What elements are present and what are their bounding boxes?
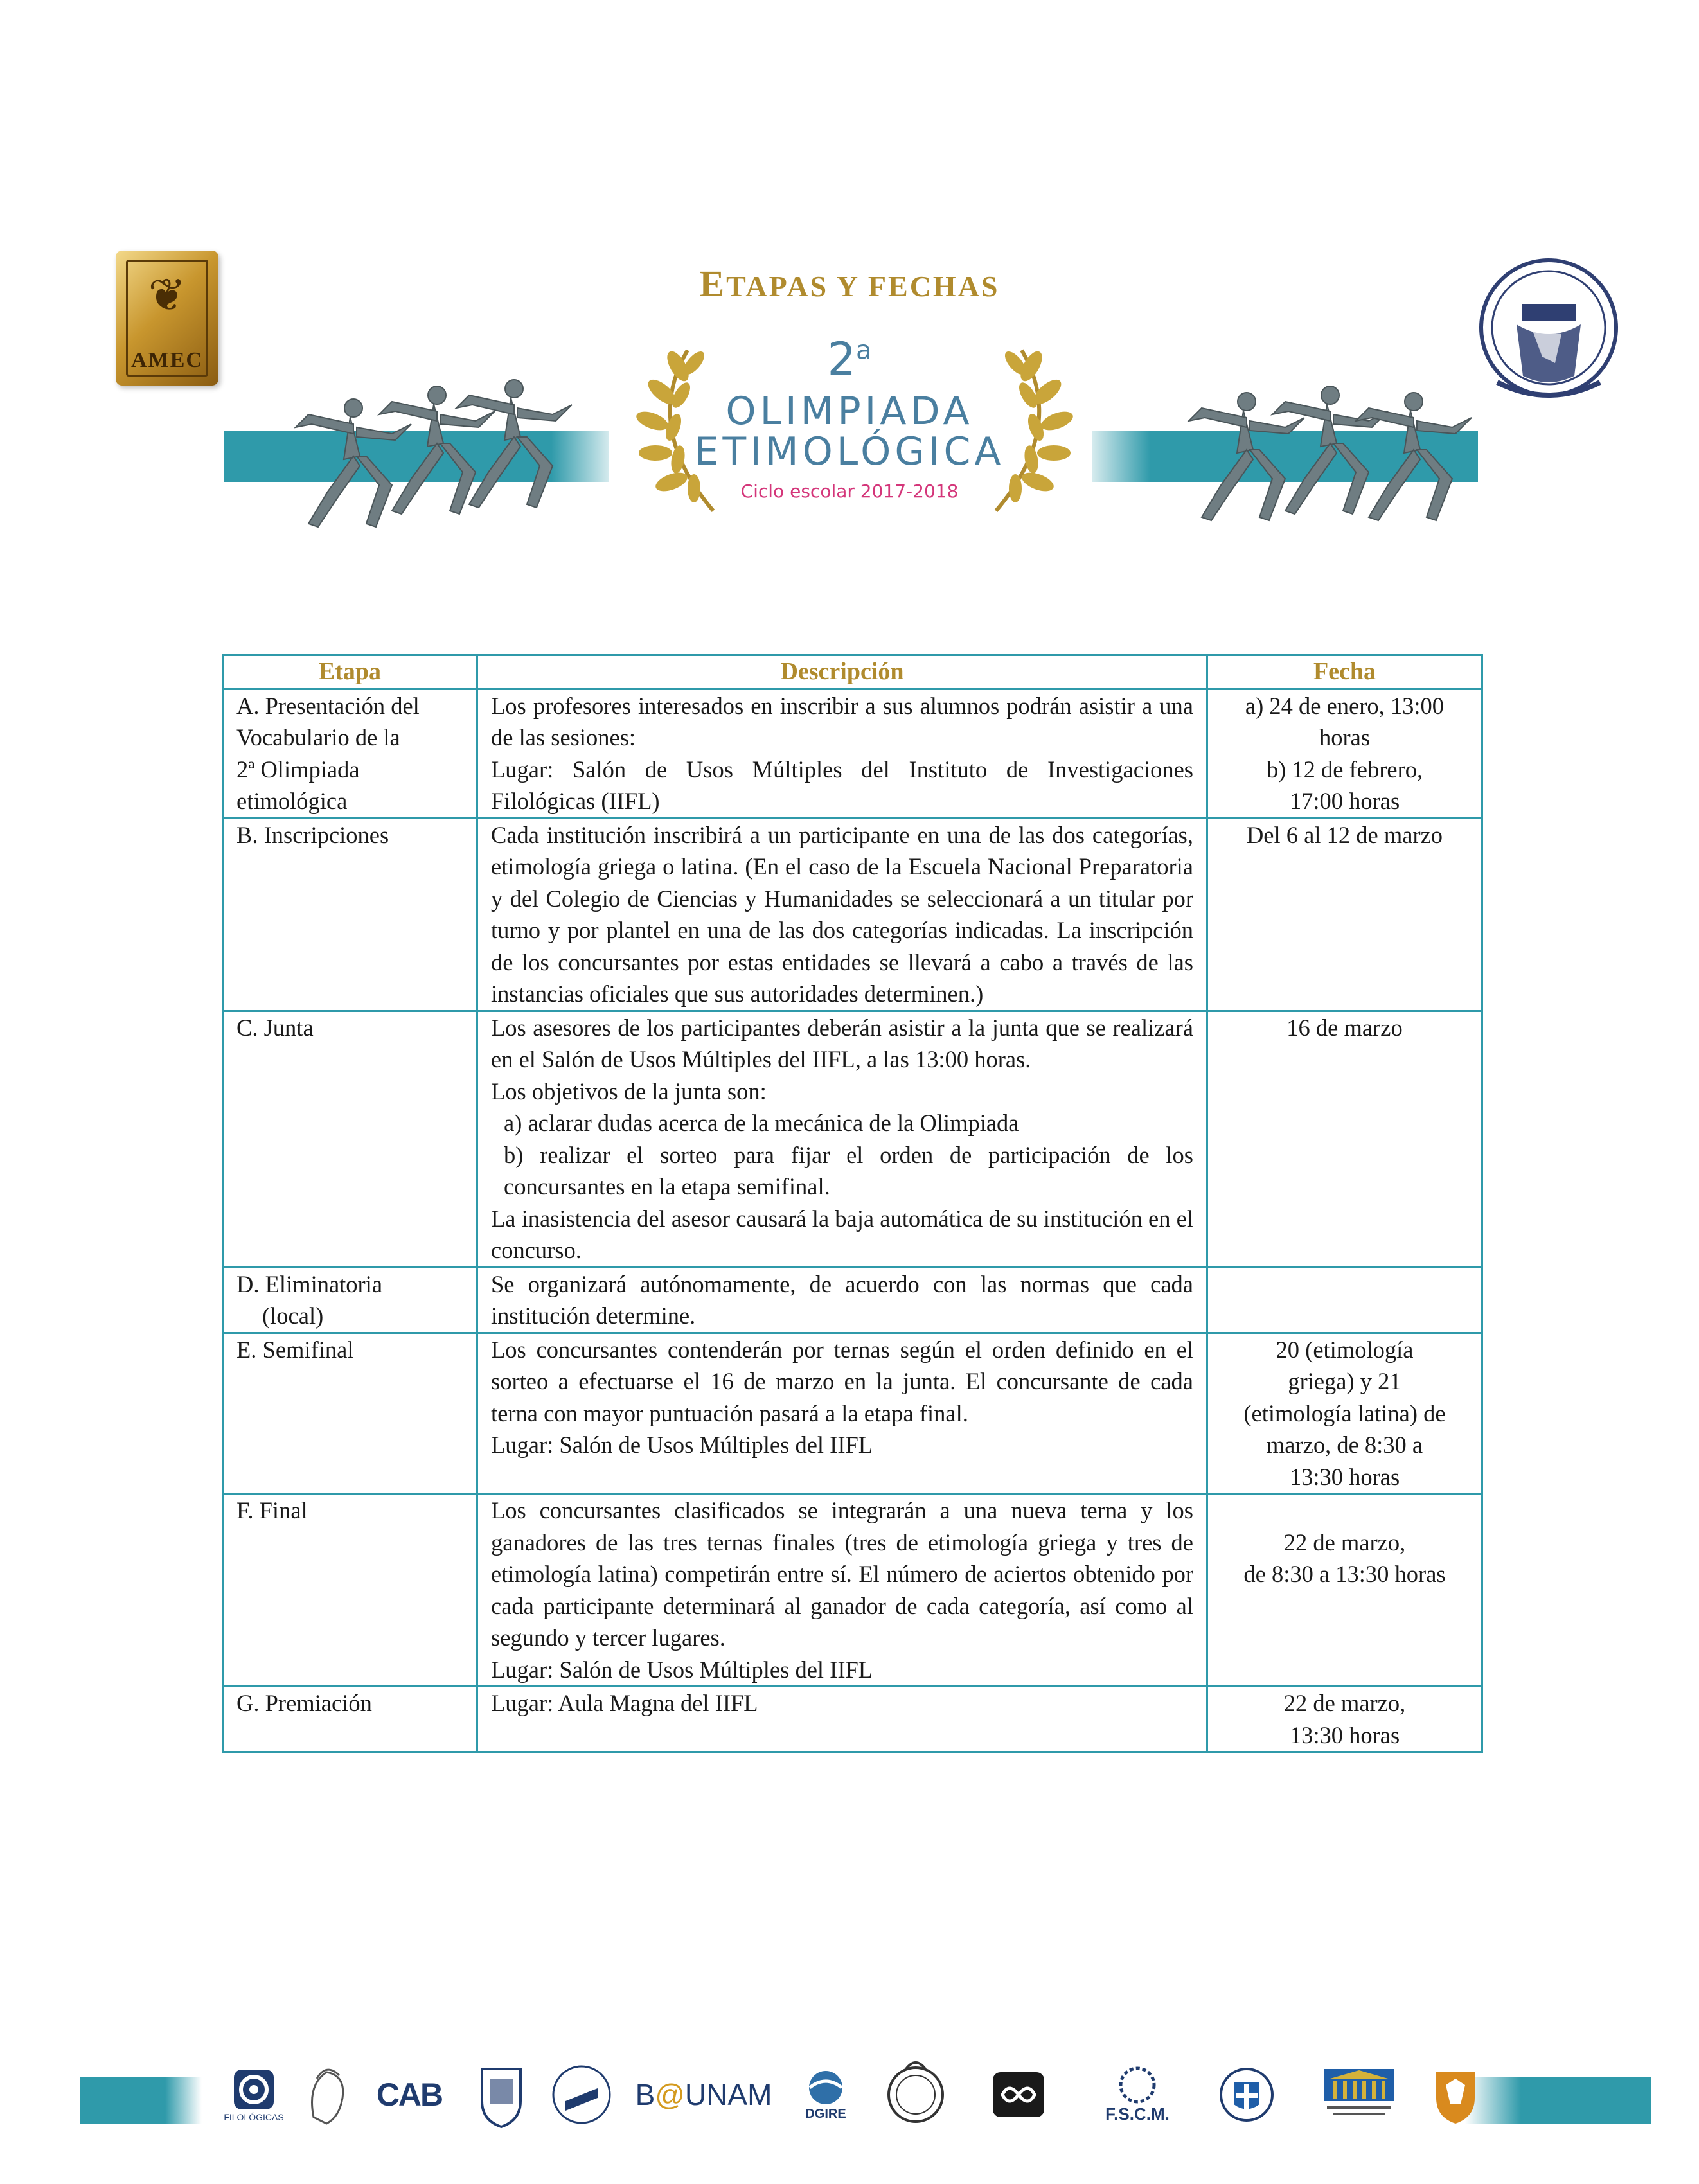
column-header-descripcion: Descripción (477, 655, 1207, 689)
greek-temple-logo (1317, 2063, 1401, 2124)
cell-etapa: A. Presentación del Vocabulario de la 2ª Olimpiada etimológica (223, 689, 477, 818)
footer-band-right (1465, 2077, 1651, 2124)
eagle-icon: ❦ (148, 271, 186, 321)
amec-logo-text: AMEC (131, 348, 203, 372)
cell-etapa: B. Inscripciones (223, 818, 477, 1011)
table-row (223, 818, 1482, 1011)
baunam-logo: B @ UNAM (635, 2078, 772, 2111)
cell-fecha: Del 6 al 12 de marzo (1207, 818, 1482, 1011)
cell-descripcion: Se organizará autónomamente, de acuerdo con las normas que cada institución determine. (477, 1267, 1207, 1333)
cell-etapa: C. Junta (223, 1011, 477, 1267)
institution-shield-logo (476, 2059, 527, 2130)
table-row (223, 1494, 1482, 1687)
cell-descripcion: Cada institución inscribirá a un participante en una de las dos categorías, etimología griega o latina. (En el caso de la Escuela Nacional Preparatoria y del Colegio de Ciencias y Humanidades se seleccionará a un titular por turno y por plantel en una de las dos categorías indicadas. La inscripción de los concursantes por estas entidades se llevará a cabo a través de las instancias oficiales que sus autoridades determinen.) (477, 818, 1207, 1011)
fscm-logo: F.S.C.M. (1092, 2059, 1182, 2130)
cell-descripcion: Los asesores de los participantes deberán asistir a la junta que se realizará en el Salón de Usos Múltiples del IIFL, a las 13:00 horas. Los objetivos de la junta son: a) aclarar dudas acerca de la mecánica de la Olimpiada b) realizar el sorteo para fijar el orden de participación de los concursantes en la etapa semifinal. La inasistencia del asesor causará la baja automática de su institución en el concurso. (477, 1011, 1207, 1267)
mexico-coat-of-arms-logo (884, 2056, 948, 2130)
cell-descripcion: Los profesores interesados en inscribir a sus alumnos podrán asistir a una de las sesiones: Lugar: Salón de Usos Múltiples del Instituto de Investigaciones Filológicas (IIFL) (477, 689, 1207, 818)
cell-fecha: 16 de marzo (1207, 1011, 1482, 1267)
stages-table (222, 654, 1483, 1753)
footer-band-left (80, 2077, 202, 2124)
cell-fecha: 22 de marzo, 13:30 horas (1207, 1687, 1482, 1752)
greek-head-logo (301, 2059, 352, 2130)
table-header-row (223, 655, 1482, 689)
olympiad-title-line1: OLIMPIADA (725, 389, 974, 434)
column-header-fecha: Fecha (1207, 655, 1482, 689)
table-row (223, 1687, 1482, 1752)
olympiad-title-line2: ETIMOLÓGICA (694, 429, 1005, 474)
cyprus-coat-of-arms-logo (1423, 2059, 1488, 2130)
table-row (223, 1267, 1482, 1333)
academia-mexicana-ciencias-logo (980, 2059, 1057, 2127)
column-header-etapa: Etapa (223, 655, 477, 689)
cell-descripcion: Lugar: Aula Magna del IIFL (477, 1687, 1207, 1752)
filologicas-icon (231, 2067, 276, 2112)
olympiad-number: 2$^a$ (827, 333, 872, 386)
filologicas-logo: FILOLÓGICAS (226, 2059, 281, 2130)
table-row (223, 1333, 1482, 1494)
table-row (223, 689, 1482, 818)
greece-coat-of-arms-logo (1214, 2059, 1279, 2130)
cell-etapa: F. Final (223, 1494, 477, 1687)
cell-fecha: a) 24 de enero, 13:00 horas b) 12 de febrero, 17:00 horas (1207, 689, 1482, 818)
cell-fecha: 20 (etimología griega) y 21 (etimología latina) de marzo, de 8:30 a 13:30 horas (1207, 1333, 1482, 1494)
cell-descripcion: Los concursantes clasificados se integrarán a una nueva terna y los ganadores de las tres ternas finales (tres de etimología griega y tres de etimología latina) competirán entre sí. El número de aciertos obtenido por cada participante determinará al ganador de cada categoría, así como al segundo y tercer lugares. Lugar: Salón de Usos Múltiples del IIFL (477, 1494, 1207, 1687)
colegio-ciencias-logo (549, 2063, 614, 2127)
cell-etapa: E. Semifinal (223, 1333, 477, 1494)
table-row (223, 1011, 1482, 1267)
cell-etapa: G. Premiación (223, 1687, 477, 1752)
cell-fecha (1207, 1267, 1482, 1333)
cell-descripcion: Los concursantes contenderán por ternas según el orden definido en el sorteo a efectuarse el 16 de marzo en la junta. El concursante de cada terna con mayor puntuación pasará a la etapa final. Lugar: Salón de Usos Múltiples del IIFL (477, 1333, 1207, 1494)
cell-fecha: 22 de marzo, de 8:30 a 13:30 horas (1207, 1494, 1482, 1687)
dgire-logo: DGIRE (797, 2059, 855, 2130)
olympiad-cycle: Ciclo escolar 2017-2018 (740, 481, 959, 502)
page-title: ETAPAS Y FECHAS (699, 263, 1000, 305)
cell-etapa: D. Eliminatoria (local) (223, 1267, 477, 1333)
fscm-icon (1115, 2066, 1160, 2104)
cab-logo: CAB (376, 2077, 443, 2113)
dgire-icon (803, 2068, 848, 2107)
